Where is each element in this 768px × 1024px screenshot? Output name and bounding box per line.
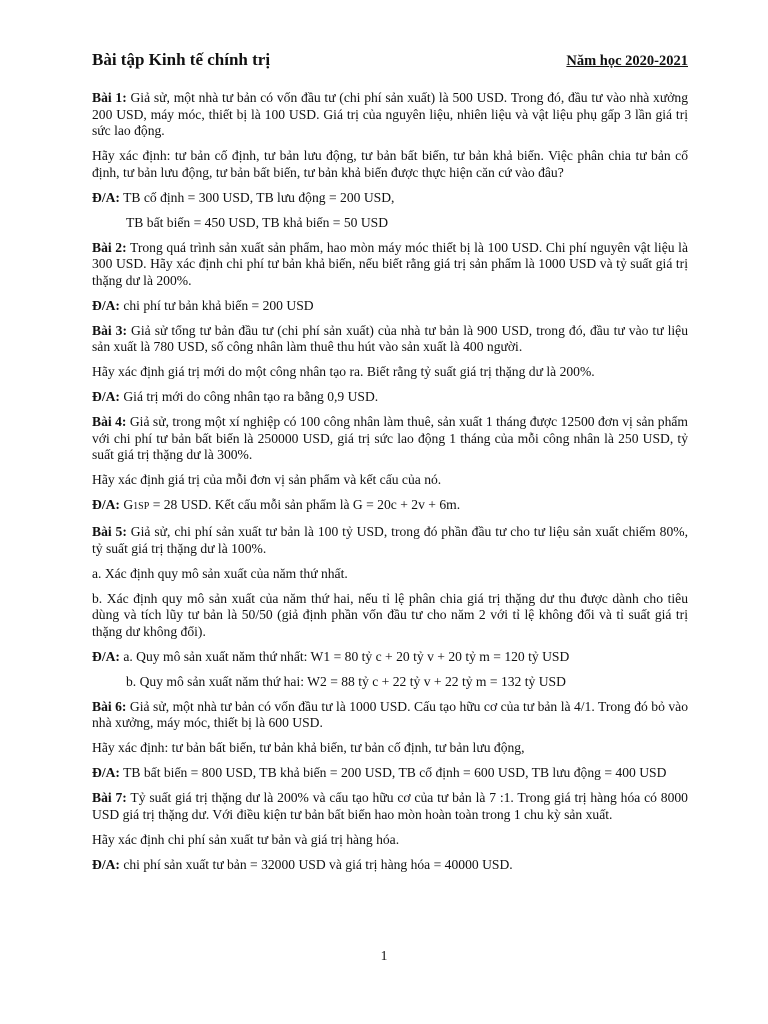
answer-label: Đ/A:	[92, 297, 120, 313]
exercise-5-answer	[92, 649, 688, 666]
answer-text: TB bất biến = 800 USD, TB khả biến = 200 USD, TB cố định = 600 USD, TB lưu động = 400 USD	[119, 765, 667, 780]
answer-label: Đ/A:	[92, 856, 120, 872]
exercise-3-question: Hãy xác định giá trị mới do một công nhân tạo ra. Biết rằng tỷ suất giá trị thặng dư là 200%.	[92, 364, 595, 379]
exercise-1-answer	[92, 190, 688, 207]
answer-label: Đ/A:	[92, 389, 120, 404]
exercise-5	[92, 524, 688, 557]
exercise-2	[92, 240, 688, 290]
exercise-4-question: Hãy xác định giá trị của mỗi đơn vị sản phẩm và kết cấu của nó.	[92, 472, 442, 487]
exercise-label: Bài 5:	[92, 524, 127, 539]
exercise-6-answer	[92, 765, 688, 782]
answer-text: chi phí sản xuất tư bản = 32000 USD và giá trị hàng hóa = 40000 USD.	[119, 856, 513, 872]
exercise-6	[92, 699, 688, 732]
exercise-label: Bài 3:	[92, 322, 127, 338]
exercise-text: Giả sử, chi phí sản xuất tư bản là 100 tỷ USD, trong đó phần đầu tư cho tư liệu sản xuất chiếm 80%, tỷ suất giá trị thặng dư là 100%.	[92, 524, 688, 556]
exercise-4-answer	[92, 497, 688, 516]
exercise-6-question: Hãy xác định: tư bản bất biến, tư bản khả biến, tư bản cố định, tư bản lưu động,	[92, 740, 525, 755]
answer-text: a. Quy mô sản xuất năm thứ nhất: W1 = 80 tỷ c + 20 tỷ v + 20 tỷ m = 120 tỷ USD	[119, 648, 570, 664]
exercise-3-answer	[92, 389, 688, 406]
exercise-7	[92, 790, 688, 823]
school-year: Năm học 2020-2021	[566, 53, 688, 69]
document-title: Bài tập Kinh tế chính trị	[92, 50, 271, 69]
page-number: 1	[380, 948, 388, 963]
page-header	[92, 50, 688, 70]
exercise-text: Giả sử tổng tư bản đầu tư (chi phí sản xuất) của nhà tư bản là 900 USD, trong đó, đầu tư vào tư liệu sản xuất là 780 USD, số công nhân làm thuê thu hút vào sản xuất là 400 người.	[92, 322, 688, 354]
exercise-text: Giả sử, một nhà tư bản có vốn đầu tư (chi phí sản xuất) là 500 USD. Trong đó, đầu tư vào nhà xưởng 200 USD, máy móc, thiết bị là 100 USD. Giá trị của nguyên liệu, nhiên liệu và vật liệu phụ gấp 3 lần giá trị sức lao động.	[92, 90, 688, 138]
answer-subscript: 1SP	[133, 501, 150, 512]
exercise-text: Tỷ suất giá trị thặng dư là 200% và cấu tạo hữu cơ của tư bản là 7 :1. Trong giá trị hàng hóa có 8000 USD giá trị thặng dư. Với điều kiện tư bản bất biến hao mòn hoàn toàn trong 1 chu kỳ sản xuất.	[92, 790, 688, 822]
exercise-1-question: Hãy xác định: tư bản cố định, tư bản lưu động, tư bản bất biến, tư bản khả biến. Việc phân chia tư bản cố định, tư bản lưu động, tư bản bất biến, tư bản khả biến được thực hiện căn cứ vào đâu?	[92, 148, 688, 180]
exercise-3	[92, 323, 688, 356]
exercise-2-answer	[92, 298, 688, 315]
exercise-1-answer-cont: TB bất biến = 450 USD, TB khả biến = 50 USD	[126, 214, 389, 230]
exercise-text: Trong quá trình sản xuất sản phẩm, hao mòn máy móc thiết bị là 100 USD. Chi phí nguyên vật liệu là 300 USD. Hãy xác định chi phí tư bản khả biến, nếu biết rằng giá trị sản phẩm là 1000 USD và tỷ suất giá trị thặng dư là 200%.	[92, 239, 688, 288]
exercise-label: Bài 2:	[92, 239, 127, 255]
answer-label: Đ/A:	[92, 648, 120, 664]
answer-label: Đ/A:	[92, 497, 120, 512]
answer-text: chi phí tư bản khả biến = 200 USD	[119, 297, 314, 313]
exercise-5-question-b: b. Xác định quy mô sản xuất của năm thứ hai, nếu tỉ lệ phân chia giá trị thặng dư thu được dành cho tiêu dùng và tích lũy tư bản là 50/50 (giả định phần vốn đầu tư cho năm 2 với tỉ lệ không đổi và tỉ suất giá trị thặng dư không đổi).	[92, 590, 688, 639]
exercise-4	[92, 414, 688, 464]
answer-text: = 28 USD. Kết cấu mỗi sản phẩm là G = 20c + 2v + 6m.	[149, 497, 461, 512]
answer-label: Đ/A:	[92, 189, 120, 205]
answer-label: Đ/A:	[92, 765, 120, 780]
exercise-label: Bài 6:	[92, 698, 127, 714]
answer-text: TB cố định = 300 USD, TB lưu động = 200 USD,	[119, 189, 395, 205]
exercise-7-question: Hãy xác định chi phí sản xuất tư bản và giá trị hàng hóa.	[92, 831, 400, 847]
exercise-label: Bài 7:	[92, 790, 127, 805]
exercise-5-question-a: a. Xác định quy mô sản xuất của năm thứ nhất.	[92, 565, 348, 581]
exercise-text: Giả sử, một nhà tư bản có vốn đầu tư là 1000 USD. Cấu tạo hữu cơ của tư bản là 4/1. Trong đó bỏ vào nhà xưởng, máy móc, thiết bị là 600 USD.	[92, 698, 688, 730]
answer-g: G	[119, 497, 134, 512]
exercise-5-answer-cont: b. Quy mô sản xuất năm thứ hai: W2 = 88 tỷ c + 22 tỷ v + 22 tỷ m = 132 tỷ USD	[126, 673, 566, 689]
exercise-label: Bài 1:	[92, 90, 127, 105]
exercise-7-answer	[92, 857, 688, 874]
exercise-label: Bài 4:	[92, 414, 127, 429]
answer-text: Giá trị mới do công nhân tạo ra bằng 0,9 USD.	[119, 389, 379, 404]
exercise-1	[92, 90, 688, 140]
exercise-text: Giả sử, trong một xí nghiệp có 100 công nhân làm thuê, sản xuất 1 tháng được 12500 đơn vị sản phẩm với chi phí tư bản bất biến là 250000 USD, giá trị sức lao động 1 tháng của mỗi công nhân là 250 USD, tỷ suất giá trị thặng dư là 300%.	[92, 414, 688, 462]
